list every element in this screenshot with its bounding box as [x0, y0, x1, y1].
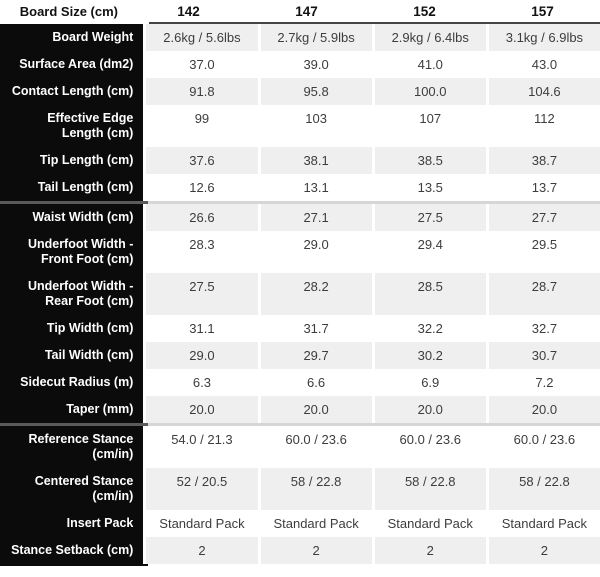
spec-value-cell: 104.6: [489, 78, 600, 105]
spec-value-cell: 2: [375, 537, 486, 564]
table-row: [0, 51, 600, 78]
spec-value-cell: 2.9kg / 6.4lbs: [375, 24, 486, 51]
row-label: Taper (mm): [0, 396, 143, 423]
table-row: [0, 396, 600, 423]
table-row: [0, 204, 600, 231]
spec-value-cell: 58 / 22.8: [489, 468, 600, 510]
spec-value-cell: 107: [375, 105, 486, 147]
spec-value-cell: Standard Pack: [375, 510, 486, 537]
spec-value-cell: 29.4: [375, 231, 486, 273]
spec-value-cell: 103: [261, 105, 372, 147]
table-row: [0, 78, 600, 105]
spec-value-cell: 28.7: [489, 273, 600, 315]
row-label: Tail Width (cm): [0, 342, 143, 369]
column-header: 142: [177, 3, 200, 19]
row-label: Stance Setback (cm): [0, 537, 143, 564]
row-label: Reference Stance (cm/in): [0, 426, 143, 468]
spec-value-cell: 60.0 / 23.6: [489, 426, 600, 468]
spec-value-cell: 20.0: [489, 396, 600, 423]
spec-value-cell: 20.0: [146, 396, 257, 423]
spec-value-cell: 60.0 / 23.6: [375, 426, 486, 468]
column-header: 147: [295, 3, 318, 19]
spec-value-cell: 37.6: [146, 147, 257, 174]
spec-value-cell: 30.2: [375, 342, 486, 369]
table-row: [0, 273, 600, 315]
table-row: [0, 174, 600, 201]
spec-value-cell: 54.0 / 21.3: [146, 426, 257, 468]
label-column-endcap: [0, 564, 148, 566]
column-header: 157: [531, 3, 554, 19]
row-label: Tip Length (cm): [0, 147, 143, 174]
spec-value-cell: 13.5: [375, 174, 486, 201]
spec-value-cell: 31.7: [261, 315, 372, 342]
spec-value-cell: 6.3: [146, 369, 257, 396]
spec-value-cell: 27.1: [261, 204, 372, 231]
spec-value-cell: 2.6kg / 5.6lbs: [146, 24, 257, 51]
spec-value-cell: 6.9: [375, 369, 486, 396]
spec-value-cell: 95.8: [261, 78, 372, 105]
spec-value-cell: 29.7: [261, 342, 372, 369]
spec-value-cell: 12.6: [146, 174, 257, 201]
row-label: Contact Length (cm): [0, 78, 143, 105]
spec-value-cell: 2.7kg / 5.9lbs: [261, 24, 372, 51]
row-label: Insert Pack: [0, 510, 143, 537]
spec-value-cell: 60.0 / 23.6: [261, 426, 372, 468]
spec-value-cell: 29.0: [261, 231, 372, 273]
spec-value-cell: 28.3: [146, 231, 257, 273]
spec-value-cell: 2: [146, 537, 257, 564]
header-columns: [128, 4, 600, 19]
spec-value-cell: 29.0: [146, 342, 257, 369]
spec-value-cell: 52 / 20.5: [146, 468, 257, 510]
spec-value-cell: Standard Pack: [489, 510, 600, 537]
spec-value-cell: 26.6: [146, 204, 257, 231]
row-label: Board Weight: [0, 24, 143, 51]
spec-value-cell: 38.5: [375, 147, 486, 174]
table-row: [0, 24, 600, 51]
spec-value-cell: 6.6: [261, 369, 372, 396]
board-size-header-label: Board Size (cm): [19, 3, 118, 19]
spec-value-cell: 20.0: [261, 396, 372, 423]
row-label: Surface Area (dm2): [0, 51, 143, 78]
spec-value-cell: 31.1: [146, 315, 257, 342]
spec-value-cell: 38.1: [261, 147, 372, 174]
spec-value-cell: 13.1: [261, 174, 372, 201]
spec-value-cell: 99: [146, 105, 257, 147]
spec-value-cell: 100.0: [375, 78, 486, 105]
spec-value-cell: 28.2: [261, 273, 372, 315]
table-row: [0, 468, 600, 510]
table-row: [0, 315, 600, 342]
spec-value-cell: 3.1kg / 6.9lbs: [489, 24, 600, 51]
row-label: Waist Width (cm): [0, 204, 143, 231]
row-label: Sidecut Radius (m): [0, 369, 143, 396]
table-row: [0, 369, 600, 396]
column-header: 152: [413, 3, 436, 19]
spec-value-cell: 32.2: [375, 315, 486, 342]
spec-value-cell: 32.7: [489, 315, 600, 342]
spec-value-cell: 41.0: [375, 51, 486, 78]
row-label: Tip Width (cm): [0, 315, 143, 342]
spec-value-cell: 30.7: [489, 342, 600, 369]
spec-value-cell: Standard Pack: [261, 510, 372, 537]
table-row: [0, 231, 600, 273]
spec-value-cell: 39.0: [261, 51, 372, 78]
spec-value-cell: 58 / 22.8: [261, 468, 372, 510]
spec-value-cell: 37.0: [146, 51, 257, 78]
spec-value-cell: 2: [489, 537, 600, 564]
row-label: Underfoot Width - Front Foot (cm): [0, 231, 143, 273]
table-row: [0, 510, 600, 537]
table-header-row: [0, 0, 600, 22]
spec-value-cell: 28.5: [375, 273, 486, 315]
spec-value-cell: 27.7: [489, 204, 600, 231]
row-label: Effective Edge Length (cm): [0, 105, 143, 147]
table-row: [0, 342, 600, 369]
row-label: Underfoot Width - Rear Foot (cm): [0, 273, 143, 315]
spec-value-cell: 7.2: [489, 369, 600, 396]
table-row: [0, 426, 600, 468]
spec-value-cell: 38.7: [489, 147, 600, 174]
table-body: [0, 24, 600, 564]
spec-value-cell: 58 / 22.8: [375, 468, 486, 510]
table-row: [0, 537, 600, 564]
spec-value-cell: 27.5: [375, 204, 486, 231]
spec-value-cell: 43.0: [489, 51, 600, 78]
spec-value-cell: 91.8: [146, 78, 257, 105]
spec-value-cell: 2: [261, 537, 372, 564]
row-label: Centered Stance (cm/in): [0, 468, 143, 510]
row-label: Tail Length (cm): [0, 174, 143, 201]
table-row: [0, 105, 600, 147]
spec-value-cell: Standard Pack: [146, 510, 257, 537]
spec-value-cell: 112: [489, 105, 600, 147]
spec-value-cell: 29.5: [489, 231, 600, 273]
table-row: [0, 147, 600, 174]
spec-value-cell: 13.7: [489, 174, 600, 201]
spec-value-cell: 20.0: [375, 396, 486, 423]
spec-value-cell: 27.5: [146, 273, 257, 315]
